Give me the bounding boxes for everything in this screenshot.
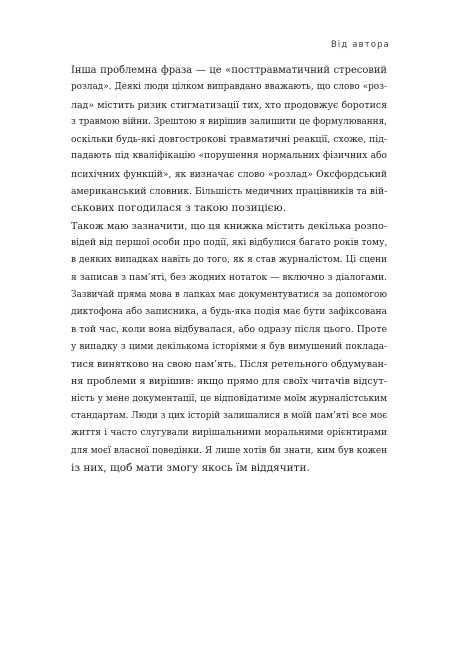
- text-line: лад» містить ризик стигматизації тих, хто продовжує боротися: [71, 99, 387, 111]
- running-head: Від автора: [330, 39, 390, 49]
- text-line: ськових погодилася з такою позицією.: [71, 202, 287, 215]
- text-line: розлад». Деякі люди цілком виправдано вважають, що слово «роз-: [71, 82, 387, 93]
- text-line: падають під кваліфікацію «порушення нормальних фізичних або: [71, 151, 387, 162]
- text-line: Зазвичай пряма мова в лапках має документуватися за допомогою: [71, 289, 387, 300]
- text-line: життя і часто слугували вирішальними моральними орієнтирами: [71, 428, 387, 439]
- paragraph: [61, 218, 387, 477]
- text-line: Також маю зазначити, що ця книжка містить декілька розпо-: [71, 220, 387, 232]
- text-line: тися винятково на свою пам’ять. Після ретельного обдумуван-: [71, 359, 388, 371]
- text-line: оскільки будь-які довгострокові травматичні реакції, схоже, під-: [71, 134, 387, 146]
- text-line: я записав з пам’яті, без жодних нотаток — включно з діалогами.: [71, 272, 387, 283]
- text-line: стандартам. Люди з цих історій залишалися в моїй пам’яті все моє: [71, 410, 388, 421]
- text-line: в деяких випадках навіть до того, як я став журналістом. Ці сцени: [71, 255, 387, 266]
- text-line: у випадку з цими декількома історіями я був вимушений поклада-: [71, 341, 387, 352]
- text-line: відей від першої особи про події, які відбулися багато років тому,: [71, 237, 388, 248]
- text-line: диктофона або записника, а будь-яка подія має бути зафіксована: [71, 307, 387, 318]
- text-line: ність у мене документації, це відповідатиме моїм журналістським: [71, 393, 388, 404]
- text-line: для моєї власної поведінки. Я лише хотів би знати, ким був кожен: [71, 445, 387, 456]
- text-line: в той час, коли вона відбувалася, або одразу після цього. Проте: [71, 324, 387, 336]
- text-line: Інша проблемна фраза — це «посттравматичний стресовий: [71, 65, 387, 76]
- text-line: ня проблеми я вирішив: якщо прямо для своїх читачів відсут-: [71, 376, 387, 388]
- text-line: із них, щоб мати змогу якось їм віддячити.: [71, 461, 310, 474]
- text-line: американський словник. Більшість медичних працівників та вій-: [71, 186, 388, 198]
- text-line: психічних функцій», як визначає слово «розлад» Оксфордський: [71, 168, 387, 180]
- body-text: [61, 62, 387, 477]
- paragraph: [61, 62, 387, 218]
- text-line: з травмою війни. Зрештою я вирішив залишити це формулювання,: [71, 116, 387, 127]
